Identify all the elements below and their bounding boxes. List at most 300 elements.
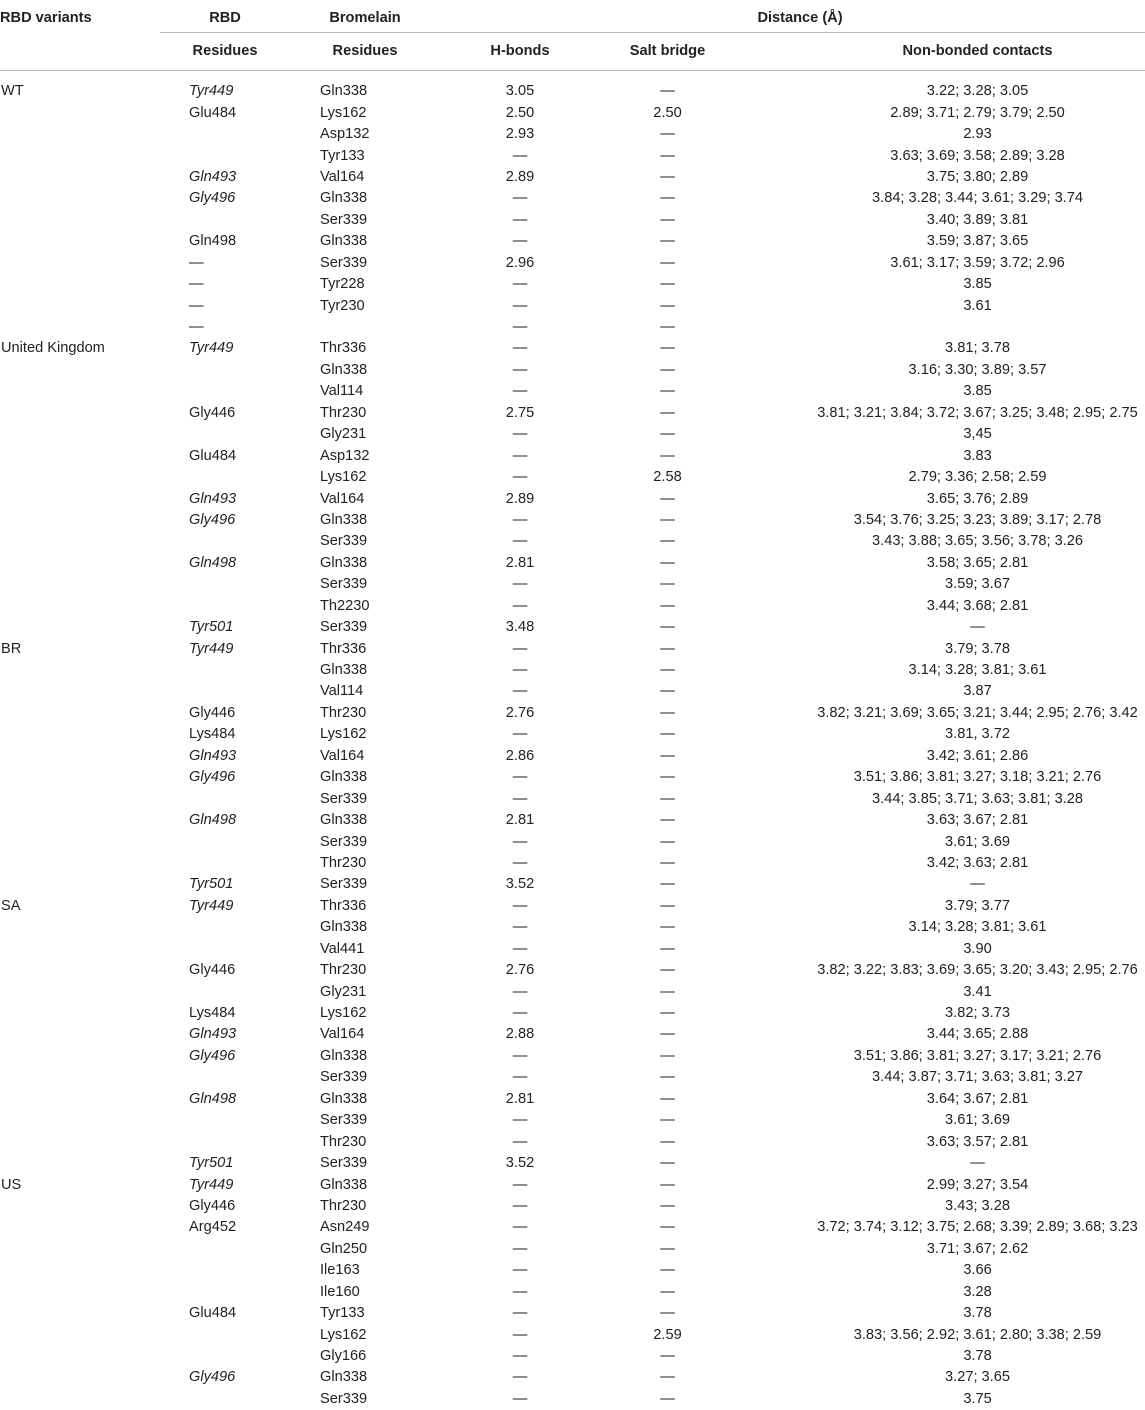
cell-salt-bridge: —: [585, 1003, 750, 1024]
cell-rbd-residue: Glu484: [160, 1303, 320, 1324]
cell-variant: [0, 981, 160, 1002]
cell-salt-bridge: —: [585, 403, 750, 424]
cell-non-bonded: 3.54; 3.76; 3.25; 3.23; 3.89; 3.17; 2.78: [750, 510, 1145, 531]
cell-rbd-residue: —: [160, 274, 320, 295]
cell-bromelain-residue: Gln338: [320, 510, 455, 531]
cell-hbond: —: [455, 1046, 585, 1067]
cell-salt-bridge: —: [585, 724, 750, 745]
cell-salt-bridge: —: [585, 253, 750, 274]
cell-non-bonded: —: [750, 1153, 1145, 1174]
cell-hbond: 2.86: [455, 746, 585, 767]
cell-variant: [0, 210, 160, 231]
cell-bromelain-residue: Ser339: [320, 874, 455, 895]
cell-rbd-residue: [160, 360, 320, 381]
cell-salt-bridge: —: [585, 274, 750, 295]
table-row: [0, 360, 1145, 381]
cell-salt-bridge: —: [585, 1346, 750, 1367]
header-distance: Distance (Å): [455, 0, 1145, 33]
cell-hbond: —: [455, 531, 585, 552]
cell-variant: [0, 1024, 160, 1045]
cell-bromelain-residue: Tyr133: [320, 1303, 455, 1324]
cell-hbond: —: [455, 445, 585, 466]
cell-rbd-residue: Tyr449: [160, 81, 320, 102]
cell-variant: [0, 1217, 160, 1238]
cell-rbd-residue: Tyr501: [160, 617, 320, 638]
table-row: [0, 981, 1145, 1002]
cell-bromelain-residue: Tyr133: [320, 145, 455, 166]
header-bromelain-residues: Residues: [320, 33, 455, 71]
cell-rbd-residue: Tyr449: [160, 638, 320, 659]
cell-hbond: —: [455, 381, 585, 402]
cell-non-bonded: 3.87: [750, 681, 1145, 702]
cell-salt-bridge: —: [585, 1260, 750, 1281]
table-row: [0, 1303, 1145, 1324]
cell-rbd-residue: [160, 981, 320, 1002]
cell-hbond: —: [455, 1282, 585, 1303]
cell-salt-bridge: —: [585, 638, 750, 659]
table-row: [0, 1389, 1145, 1410]
cell-variant: [0, 1196, 160, 1217]
cell-salt-bridge: —: [585, 1046, 750, 1067]
cell-non-bonded: 3.44; 3.68; 2.81: [750, 596, 1145, 617]
cell-non-bonded: 3.40; 3.89; 3.81: [750, 210, 1145, 231]
cell-non-bonded: 3.65; 3.76; 2.89: [750, 488, 1145, 509]
cell-variant: [0, 1067, 160, 1088]
cell-rbd-residue: [160, 1389, 320, 1410]
cell-hbond: —: [455, 660, 585, 681]
cell-non-bonded: 3.79; 3.77: [750, 896, 1145, 917]
cell-rbd-residue: Gln493: [160, 488, 320, 509]
table-row: [0, 874, 1145, 895]
cell-bromelain-residue: Lys162: [320, 1003, 455, 1024]
table-row: [0, 424, 1145, 445]
cell-salt-bridge: —: [585, 681, 750, 702]
cell-non-bonded: 3.66: [750, 1260, 1145, 1281]
cell-non-bonded: —: [750, 874, 1145, 895]
cell-non-bonded: 3.61; 3.69: [750, 831, 1145, 852]
cell-variant: [0, 1239, 160, 1260]
cell-bromelain-residue: Ser339: [320, 531, 455, 552]
cell-variant: [0, 553, 160, 574]
cell-hbond: —: [455, 596, 585, 617]
cell-bromelain-residue: Thr230: [320, 703, 455, 724]
cell-hbond: 2.89: [455, 488, 585, 509]
cell-rbd-residue: —: [160, 253, 320, 274]
cell-rbd-residue: Gln498: [160, 810, 320, 831]
cell-non-bonded: 3.44; 3.85; 3.71; 3.63; 3.81; 3.28: [750, 788, 1145, 809]
cell-variant: [0, 381, 160, 402]
table-row: [0, 1046, 1145, 1067]
table-row: [0, 1153, 1145, 1174]
cell-salt-bridge: —: [585, 1196, 750, 1217]
cell-salt-bridge: —: [585, 574, 750, 595]
cell-hbond: —: [455, 1389, 585, 1410]
table-row: [0, 124, 1145, 145]
cell-salt-bridge: —: [585, 596, 750, 617]
cell-non-bonded: 3.16; 3.30; 3.89; 3.57: [750, 360, 1145, 381]
cell-non-bonded: 3.75; 3.80; 2.89: [750, 167, 1145, 188]
cell-non-bonded: 3.51; 3.86; 3.81; 3.27; 3.18; 3.21; 2.76: [750, 767, 1145, 788]
cell-variant: [0, 831, 160, 852]
table-row: [0, 338, 1145, 359]
cell-salt-bridge: —: [585, 145, 750, 166]
cell-salt-bridge: —: [585, 317, 750, 338]
cell-hbond: 2.76: [455, 960, 585, 981]
cell-bromelain-residue: Ile163: [320, 1260, 455, 1281]
cell-salt-bridge: —: [585, 188, 750, 209]
cell-non-bonded: 3.83; 3.56; 2.92; 3.61; 2.80; 3.38; 2.59: [750, 1324, 1145, 1345]
cell-hbond: —: [455, 424, 585, 445]
cell-variant: [0, 1110, 160, 1131]
cell-salt-bridge: 2.59: [585, 1324, 750, 1345]
table-row: [0, 1089, 1145, 1110]
cell-rbd-residue: [160, 660, 320, 681]
cell-hbond: —: [455, 231, 585, 252]
cell-rbd-residue: Tyr449: [160, 1174, 320, 1195]
cell-rbd-residue: [160, 1110, 320, 1131]
cell-salt-bridge: —: [585, 381, 750, 402]
cell-non-bonded: 3.44; 3.87; 3.71; 3.63; 3.81; 3.27: [750, 1067, 1145, 1088]
cell-rbd-residue: Lys484: [160, 1003, 320, 1024]
cell-non-bonded: 3.63; 3.57; 2.81: [750, 1131, 1145, 1152]
cell-variant: United Kingdom: [0, 338, 160, 359]
cell-variant: [0, 767, 160, 788]
cell-bromelain-residue: Gln338: [320, 81, 455, 102]
table-row: [0, 1131, 1145, 1152]
cell-variant: WT: [0, 81, 160, 102]
cell-salt-bridge: 2.50: [585, 102, 750, 123]
cell-non-bonded: 3.43; 3.28: [750, 1196, 1145, 1217]
table-row: [0, 188, 1145, 209]
cell-rbd-residue: Tyr449: [160, 338, 320, 359]
cell-variant: [0, 596, 160, 617]
cell-salt-bridge: —: [585, 1089, 750, 1110]
cell-rbd-residue: Gln498: [160, 231, 320, 252]
cell-bromelain-residue: [320, 317, 455, 338]
table-row: [0, 853, 1145, 874]
cell-bromelain-residue: Lys162: [320, 724, 455, 745]
cell-variant: [0, 617, 160, 638]
cell-non-bonded: 3.78: [750, 1346, 1145, 1367]
cell-variant: [0, 317, 160, 338]
table-row: [0, 381, 1145, 402]
cell-rbd-residue: Tyr449: [160, 896, 320, 917]
cell-variant: [0, 1282, 160, 1303]
cell-rbd-residue: Gly446: [160, 703, 320, 724]
cell-salt-bridge: —: [585, 853, 750, 874]
cell-bromelain-residue: Gln338: [320, 360, 455, 381]
cell-rbd-residue: Arg452: [160, 1217, 320, 1238]
cell-salt-bridge: —: [585, 231, 750, 252]
table-row: [0, 1217, 1145, 1238]
cell-salt-bridge: —: [585, 81, 750, 102]
cell-hbond: —: [455, 1367, 585, 1388]
cell-non-bonded: 3.41: [750, 981, 1145, 1002]
cell-bromelain-residue: Ser339: [320, 253, 455, 274]
cell-hbond: 2.96: [455, 253, 585, 274]
table-row: [0, 81, 1145, 102]
cell-hbond: 2.50: [455, 102, 585, 123]
cell-hbond: 3.52: [455, 1153, 585, 1174]
cell-rbd-residue: [160, 210, 320, 231]
cell-bromelain-residue: Val164: [320, 167, 455, 188]
cell-non-bonded: 3.51; 3.86; 3.81; 3.27; 3.17; 3.21; 2.76: [750, 1046, 1145, 1067]
cell-non-bonded: 3.14; 3.28; 3.81; 3.61: [750, 660, 1145, 681]
cell-variant: [0, 445, 160, 466]
cell-bromelain-residue: Gln338: [320, 553, 455, 574]
cell-bromelain-residue: Gln338: [320, 660, 455, 681]
cell-variant: [0, 660, 160, 681]
cell-hbond: —: [455, 1174, 585, 1195]
cell-variant: [0, 467, 160, 488]
cell-rbd-residue: Gly496: [160, 1367, 320, 1388]
cell-rbd-residue: [160, 574, 320, 595]
table-row: [0, 1067, 1145, 1088]
cell-variant: [0, 724, 160, 745]
cell-non-bonded: 3.44; 3.65; 2.88: [750, 1024, 1145, 1045]
cell-variant: [0, 703, 160, 724]
cell-bromelain-residue: Thr336: [320, 896, 455, 917]
cell-bromelain-residue: Gln338: [320, 1174, 455, 1195]
table-row: [0, 1110, 1145, 1131]
cell-salt-bridge: —: [585, 295, 750, 316]
table-row: [0, 896, 1145, 917]
cell-salt-bridge: —: [585, 360, 750, 381]
cell-salt-bridge: —: [585, 531, 750, 552]
cell-bromelain-residue: Lys162: [320, 1324, 455, 1345]
cell-salt-bridge: —: [585, 746, 750, 767]
cell-variant: [0, 510, 160, 531]
cell-rbd-residue: [160, 124, 320, 145]
cell-non-bonded: 3.14; 3.28; 3.81; 3.61: [750, 917, 1145, 938]
table-row: [0, 1282, 1145, 1303]
cell-variant: [0, 1153, 160, 1174]
cell-rbd-residue: Tyr501: [160, 874, 320, 895]
header-rbd: RBD: [160, 0, 320, 33]
cell-rbd-residue: [160, 1260, 320, 1281]
cell-rbd-residue: Gly496: [160, 188, 320, 209]
table-row: [0, 660, 1145, 681]
cell-variant: [0, 1003, 160, 1024]
cell-salt-bridge: —: [585, 896, 750, 917]
cell-bromelain-residue: Thr230: [320, 960, 455, 981]
cell-hbond: —: [455, 1217, 585, 1238]
cell-rbd-residue: [160, 467, 320, 488]
table-row: [0, 746, 1145, 767]
cell-hbond: —: [455, 896, 585, 917]
cell-non-bonded: 3.81; 3.21; 3.84; 3.72; 3.67; 3.25; 3.48; 2.95; 2.75: [750, 403, 1145, 424]
table-row: [0, 274, 1145, 295]
cell-variant: [0, 1303, 160, 1324]
cell-bromelain-residue: Ser339: [320, 788, 455, 809]
cell-variant: US: [0, 1174, 160, 1195]
cell-salt-bridge: —: [585, 939, 750, 960]
cell-salt-bridge: 2.58: [585, 467, 750, 488]
cell-variant: [0, 810, 160, 831]
cell-non-bonded: 3.58; 3.65; 2.81: [750, 553, 1145, 574]
cell-salt-bridge: —: [585, 1239, 750, 1260]
table-row: [0, 1367, 1145, 1388]
cell-bromelain-residue: Gly231: [320, 981, 455, 1002]
table-row: [0, 917, 1145, 938]
table-row: [0, 1174, 1145, 1195]
cell-salt-bridge: —: [585, 960, 750, 981]
cell-rbd-residue: Gly446: [160, 1196, 320, 1217]
cell-non-bonded: 2.89; 3.71; 2.79; 3.79; 2.50: [750, 102, 1145, 123]
cell-hbond: —: [455, 1003, 585, 1024]
cell-hbond: —: [455, 853, 585, 874]
cell-rbd-residue: Glu484: [160, 445, 320, 466]
table-row: [0, 703, 1145, 724]
cell-salt-bridge: —: [585, 338, 750, 359]
cell-variant: BR: [0, 638, 160, 659]
cell-bromelain-residue: Ser339: [320, 831, 455, 852]
cell-salt-bridge: —: [585, 210, 750, 231]
table-row: [0, 510, 1145, 531]
cell-rbd-residue: [160, 1131, 320, 1152]
table-row: [0, 1003, 1145, 1024]
cell-bromelain-residue: Gln338: [320, 810, 455, 831]
cell-bromelain-residue: Val441: [320, 939, 455, 960]
cell-variant: [0, 531, 160, 552]
table-row: [0, 1196, 1145, 1217]
table-row: [0, 553, 1145, 574]
header-hbonds: H-bonds: [455, 33, 585, 71]
cell-rbd-residue: [160, 1324, 320, 1345]
table-row: [0, 1346, 1145, 1367]
cell-bromelain-residue: Gln338: [320, 767, 455, 788]
cell-bromelain-residue: Val164: [320, 1024, 455, 1045]
cell-bromelain-residue: Thr230: [320, 853, 455, 874]
cell-rbd-residue: [160, 596, 320, 617]
cell-bromelain-residue: Gln338: [320, 1089, 455, 1110]
cell-hbond: —: [455, 1067, 585, 1088]
table-row: [0, 317, 1145, 338]
cell-bromelain-residue: Gln338: [320, 917, 455, 938]
cell-non-bonded: 3.61; 3.69: [750, 1110, 1145, 1131]
table-row: [0, 145, 1145, 166]
cell-hbond: 2.76: [455, 703, 585, 724]
table-header: [0, 0, 1145, 71]
cell-non-bonded: [750, 317, 1145, 338]
cell-rbd-residue: [160, 1346, 320, 1367]
cell-non-bonded: 3.81; 3.78: [750, 338, 1145, 359]
cell-non-bonded: 3.63; 3.69; 3.58; 2.89; 3.28: [750, 145, 1145, 166]
cell-hbond: —: [455, 1324, 585, 1345]
cell-variant: [0, 124, 160, 145]
cell-rbd-residue: Gln498: [160, 553, 320, 574]
cell-rbd-residue: [160, 424, 320, 445]
cell-variant: [0, 1046, 160, 1067]
cell-non-bonded: 3,45: [750, 424, 1145, 445]
cell-salt-bridge: —: [585, 510, 750, 531]
cell-hbond: —: [455, 1303, 585, 1324]
cell-salt-bridge: —: [585, 424, 750, 445]
table-row: [0, 231, 1145, 252]
cell-salt-bridge: —: [585, 703, 750, 724]
cell-bromelain-residue: Ser339: [320, 1389, 455, 1410]
cell-bromelain-residue: Asn249: [320, 1217, 455, 1238]
cell-bromelain-residue: Gln338: [320, 231, 455, 252]
cell-rbd-residue: [160, 853, 320, 874]
cell-hbond: —: [455, 831, 585, 852]
table-row: [0, 1024, 1145, 1045]
cell-hbond: —: [455, 210, 585, 231]
cell-salt-bridge: —: [585, 767, 750, 788]
cell-non-bonded: 3.90: [750, 939, 1145, 960]
cell-non-bonded: 3.72; 3.74; 3.12; 3.75; 2.68; 3.39; 2.89; 3.68; 3.23: [750, 1217, 1145, 1238]
cell-non-bonded: 2.99; 3.27; 3.54: [750, 1174, 1145, 1195]
cell-variant: [0, 295, 160, 316]
cell-bromelain-residue: Ser339: [320, 1110, 455, 1131]
table-row: [0, 295, 1145, 316]
table-row: [0, 681, 1145, 702]
cell-salt-bridge: —: [585, 1303, 750, 1324]
table-row: [0, 1324, 1145, 1345]
table-row: [0, 210, 1145, 231]
cell-bromelain-residue: Val164: [320, 488, 455, 509]
cell-rbd-residue: Gln493: [160, 1024, 320, 1045]
table-row: [0, 1260, 1145, 1281]
table-row: [0, 788, 1145, 809]
cell-rbd-residue: [160, 939, 320, 960]
cell-variant: [0, 1089, 160, 1110]
cell-bromelain-residue: Thr336: [320, 338, 455, 359]
cell-non-bonded: 3.61; 3.17; 3.59; 3.72; 2.96: [750, 253, 1145, 274]
cell-salt-bridge: —: [585, 1367, 750, 1388]
cell-salt-bridge: —: [585, 617, 750, 638]
cell-salt-bridge: —: [585, 1153, 750, 1174]
table-row: [0, 253, 1145, 274]
cell-salt-bridge: —: [585, 981, 750, 1002]
cell-non-bonded: 3.71; 3.67; 2.62: [750, 1239, 1145, 1260]
cell-hbond: —: [455, 467, 585, 488]
cell-salt-bridge: —: [585, 1282, 750, 1303]
cell-bromelain-residue: Ser339: [320, 574, 455, 595]
cell-bromelain-residue: Thr230: [320, 1131, 455, 1152]
cell-variant: [0, 853, 160, 874]
cell-salt-bridge: —: [585, 788, 750, 809]
cell-salt-bridge: —: [585, 553, 750, 574]
cell-hbond: —: [455, 274, 585, 295]
cell-bromelain-residue: Gln338: [320, 1046, 455, 1067]
cell-variant: [0, 167, 160, 188]
cell-hbond: —: [455, 724, 585, 745]
cell-rbd-residue: Gly496: [160, 510, 320, 531]
cell-salt-bridge: —: [585, 488, 750, 509]
cell-hbond: —: [455, 317, 585, 338]
cell-bromelain-residue: Val164: [320, 746, 455, 767]
cell-salt-bridge: —: [585, 167, 750, 188]
cell-rbd-residue: [160, 1282, 320, 1303]
cell-non-bonded: 3.59; 3.87; 3.65: [750, 231, 1145, 252]
cell-bromelain-residue: Asp132: [320, 124, 455, 145]
cell-hbond: 3.52: [455, 874, 585, 895]
cell-salt-bridge: —: [585, 124, 750, 145]
cell-rbd-residue: [160, 145, 320, 166]
table-row: [0, 724, 1145, 745]
table-row: [0, 488, 1145, 509]
cell-non-bonded: 3.22; 3.28; 3.05: [750, 81, 1145, 102]
cell-bromelain-residue: Gln338: [320, 1367, 455, 1388]
table-row: [0, 1239, 1145, 1260]
cell-rbd-residue: Lys484: [160, 724, 320, 745]
cell-variant: [0, 1324, 160, 1345]
cell-variant: [0, 424, 160, 445]
cell-hbond: 2.75: [455, 403, 585, 424]
header-rbd-variants: RBD variants: [0, 0, 160, 33]
cell-hbond: —: [455, 338, 585, 359]
